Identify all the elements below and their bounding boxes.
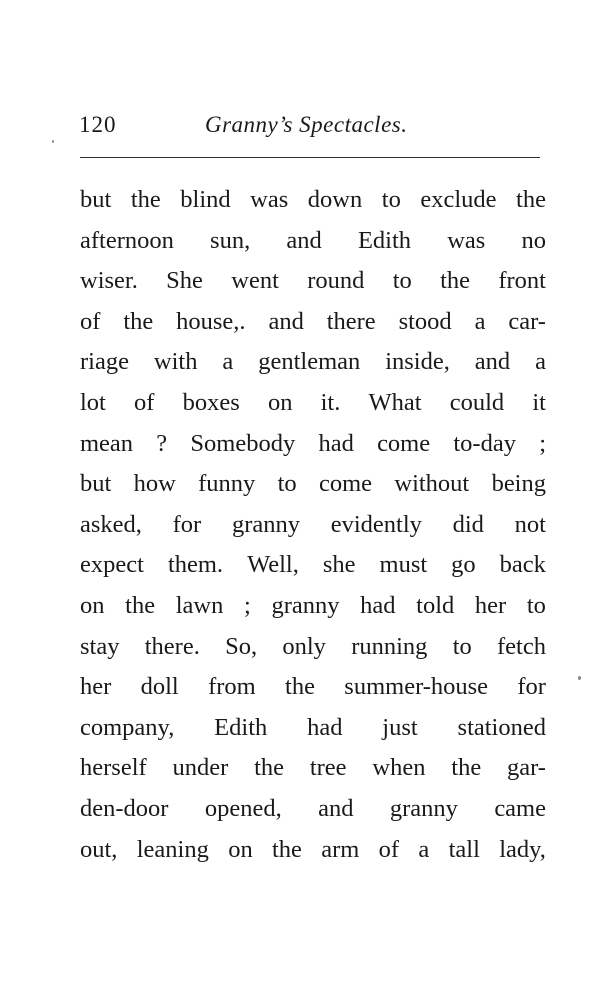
- word: being: [491, 470, 546, 498]
- word: and: [268, 307, 304, 335]
- word: What: [368, 388, 422, 416]
- word: was: [447, 226, 486, 254]
- word: granny: [231, 510, 300, 538]
- word: granny: [271, 591, 340, 619]
- word: went: [231, 267, 279, 295]
- word: with: [153, 348, 198, 376]
- word: for: [517, 673, 546, 701]
- paper-speck: [578, 676, 581, 680]
- word: was: [250, 186, 289, 213]
- word: it.: [320, 388, 341, 416]
- word: for: [172, 510, 202, 538]
- word: her: [80, 673, 112, 701]
- word: lady,: [499, 835, 546, 863]
- page-number: 120: [79, 112, 117, 137]
- word: expect: [80, 551, 144, 579]
- running-head: [79, 112, 539, 148]
- word: the: [440, 267, 471, 295]
- word: house,.: [176, 307, 246, 335]
- word: no: [521, 226, 546, 254]
- word: to: [526, 591, 546, 619]
- word: She: [166, 267, 203, 295]
- word: to-day: [453, 429, 516, 457]
- body-text: [80, 180, 546, 870]
- word: back: [499, 551, 546, 579]
- text-line: [80, 424, 546, 465]
- word: on: [267, 388, 293, 416]
- word: had: [318, 429, 354, 457]
- word: opened,: [204, 794, 282, 822]
- word: tall: [448, 835, 480, 863]
- word: to: [381, 186, 401, 213]
- word: Edith: [357, 226, 412, 254]
- word: come: [319, 470, 373, 498]
- word: but: [80, 186, 112, 213]
- word: under: [172, 754, 229, 782]
- word: doll: [140, 673, 179, 701]
- word: stationed: [457, 713, 546, 741]
- word: from: [208, 673, 256, 701]
- word: told: [416, 591, 455, 619]
- word: ?: [156, 429, 168, 457]
- word: arm: [321, 835, 360, 863]
- word: just: [382, 713, 418, 741]
- word: of: [80, 307, 101, 335]
- word: her: [474, 591, 507, 619]
- text-line: [80, 221, 546, 262]
- text-line: [80, 586, 546, 627]
- word: front: [498, 267, 546, 295]
- word: exclude: [420, 186, 497, 213]
- word: how: [133, 470, 176, 498]
- word: the: [123, 307, 154, 335]
- word: granny: [389, 794, 458, 822]
- word: fetch: [497, 632, 546, 660]
- text-line: [80, 830, 546, 871]
- word: Edith: [214, 713, 268, 741]
- word: running: [351, 632, 428, 660]
- header-rule: [80, 157, 540, 158]
- word: sun,: [210, 226, 251, 254]
- text-line: [80, 261, 546, 302]
- word: did: [452, 510, 484, 538]
- word: when: [372, 754, 426, 782]
- word: and: [474, 348, 511, 376]
- text-line: [80, 667, 546, 708]
- word: ;: [243, 591, 251, 619]
- word: So,: [225, 632, 258, 660]
- word: Well,: [247, 551, 299, 579]
- word: car-: [508, 307, 546, 335]
- word: to: [452, 632, 472, 660]
- text-line: [80, 789, 546, 830]
- word: of: [378, 835, 400, 863]
- text-line: [80, 545, 546, 586]
- word: the: [451, 754, 482, 782]
- word: evidently: [330, 510, 422, 538]
- word: and: [286, 226, 322, 254]
- word: the: [130, 186, 161, 213]
- text-line: [80, 464, 546, 505]
- word: go: [451, 551, 476, 579]
- word: must: [379, 551, 428, 579]
- word: there: [326, 307, 376, 335]
- word: mean: [80, 429, 134, 457]
- word: and: [318, 794, 354, 822]
- word: but: [80, 470, 112, 498]
- text-line: [80, 383, 546, 424]
- word: lawn: [175, 591, 224, 619]
- text-line: [80, 505, 546, 546]
- word: leaning: [136, 835, 209, 863]
- word: den-door: [80, 794, 169, 822]
- word: on: [228, 835, 253, 863]
- word: funny: [198, 470, 256, 498]
- word: wiser.: [80, 267, 138, 295]
- word: to: [277, 470, 297, 498]
- word: there.: [144, 632, 200, 660]
- word: a: [535, 348, 546, 376]
- word: stood: [398, 307, 452, 335]
- word: could: [449, 388, 505, 416]
- word: riage: [80, 348, 129, 376]
- word: Somebody: [190, 429, 296, 457]
- word: lot: [80, 388, 106, 416]
- word: had: [307, 713, 343, 741]
- text-line: [80, 627, 546, 668]
- word: had: [360, 591, 396, 619]
- word: the: [254, 754, 285, 782]
- word: blind: [180, 186, 231, 213]
- word: a: [474, 307, 486, 335]
- word: tree: [309, 754, 347, 782]
- word: company,: [80, 713, 175, 741]
- running-title: Granny’s Spectacles.: [205, 112, 408, 137]
- word: came: [494, 794, 546, 822]
- text-line: [80, 180, 546, 221]
- word: them.: [167, 551, 224, 579]
- word: herself: [80, 754, 147, 782]
- word: only: [282, 632, 326, 660]
- word: boxes: [182, 388, 240, 416]
- word: stay: [80, 632, 120, 660]
- word: summer-house: [344, 673, 489, 701]
- word: it: [532, 388, 546, 416]
- word: the: [516, 186, 546, 213]
- word: of: [134, 388, 155, 416]
- word: without: [394, 470, 470, 498]
- word: inside,: [385, 348, 450, 376]
- word: the: [285, 673, 315, 701]
- word: she: [322, 551, 356, 579]
- text-line: [80, 342, 546, 383]
- text-line: [80, 708, 546, 749]
- paper-speck: [52, 140, 54, 143]
- word: asked,: [80, 510, 142, 538]
- word: gar-: [507, 754, 546, 782]
- word: to: [392, 267, 412, 295]
- word: the: [125, 591, 156, 619]
- word: gentleman: [258, 348, 361, 376]
- word: round: [307, 267, 365, 295]
- word: afternoon: [80, 226, 174, 254]
- word: a: [418, 835, 430, 863]
- text-line: [80, 302, 546, 343]
- text-line: [80, 748, 546, 789]
- word: on: [80, 591, 105, 619]
- word: out,: [80, 835, 118, 863]
- word: ;: [539, 429, 546, 457]
- word: not: [514, 510, 546, 538]
- word: the: [272, 835, 302, 863]
- word: a: [222, 348, 234, 376]
- word: come: [377, 429, 431, 457]
- word: down: [307, 186, 363, 213]
